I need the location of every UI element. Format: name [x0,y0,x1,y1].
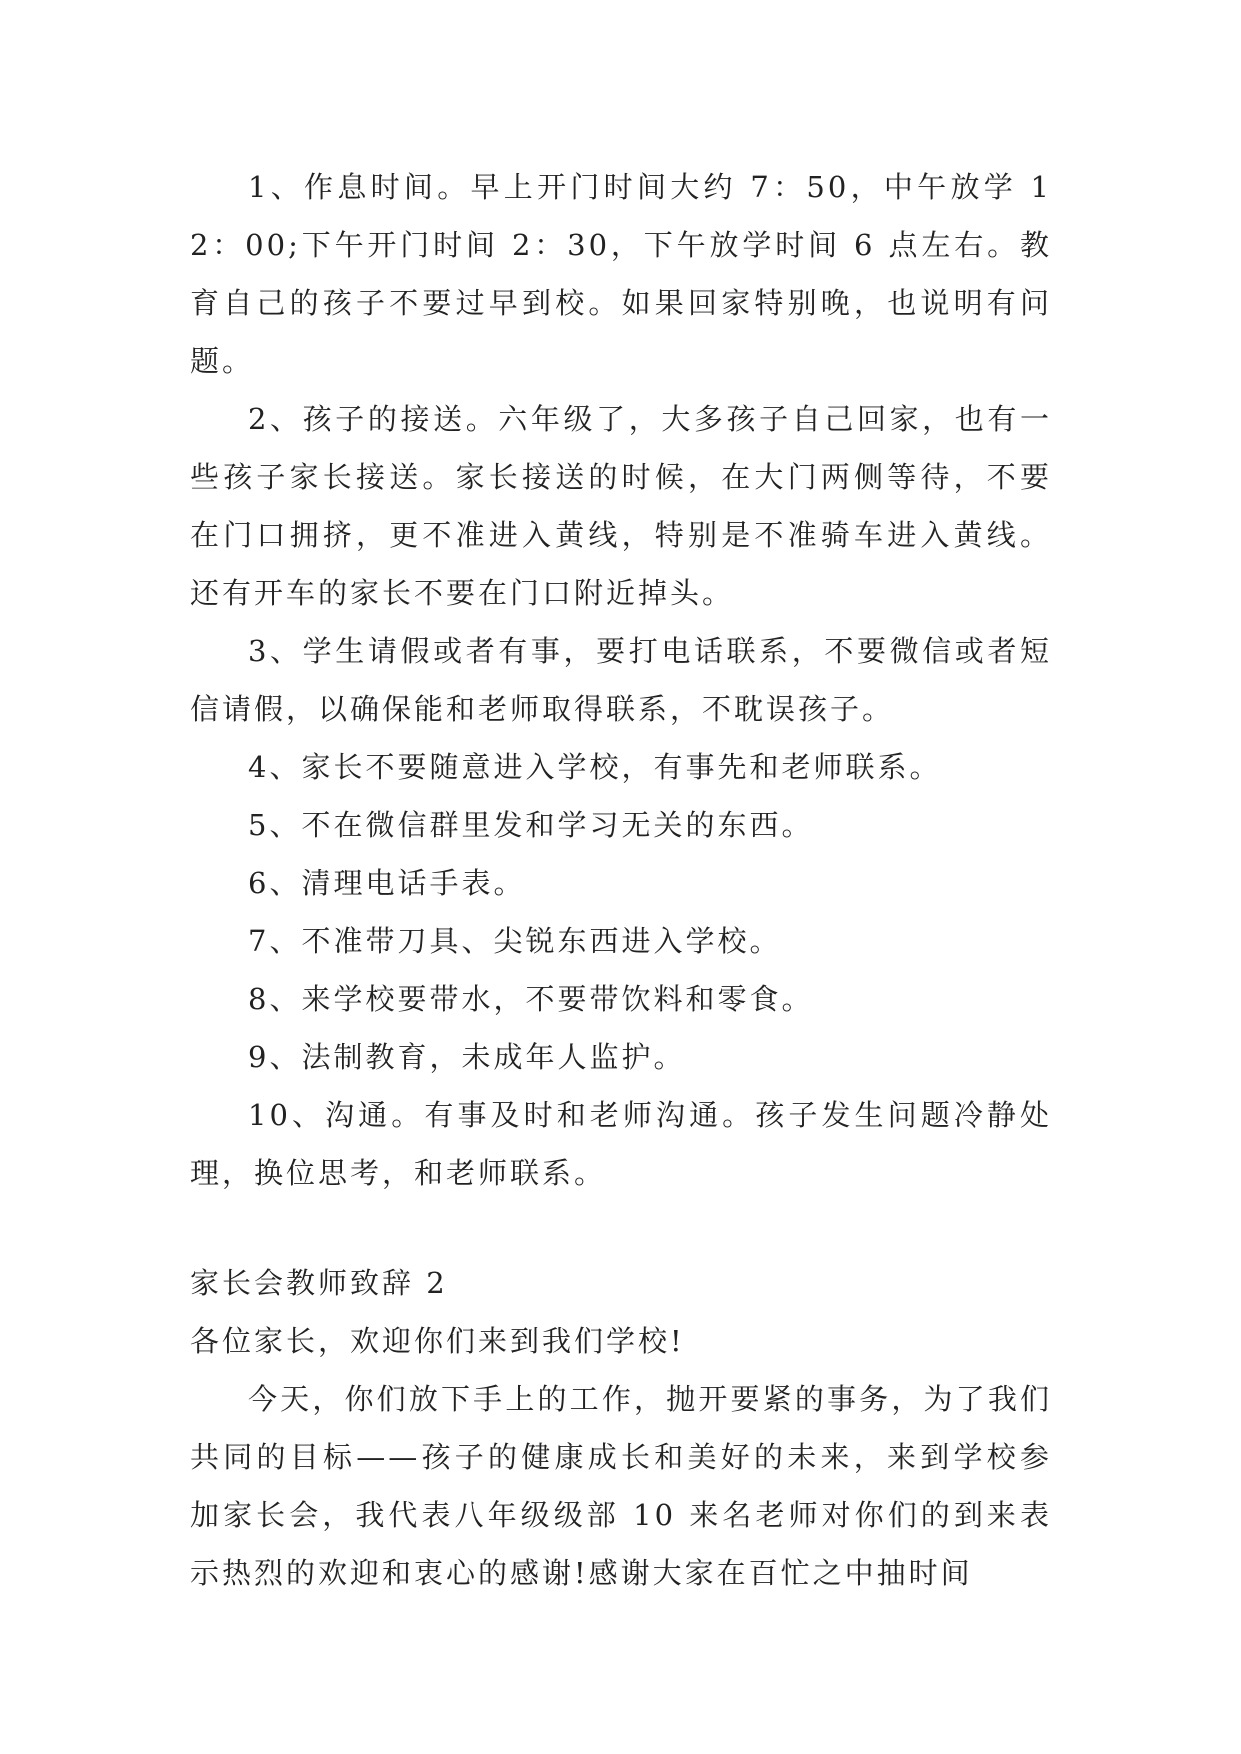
list-item-4: 4、家长不要随意进入学校，有事先和老师联系。 [248,750,942,784]
list-item-6: 6、清理电话手表。 [248,866,526,900]
list-item-9: 9、法制教育，未成年人监护。 [248,1040,686,1074]
list-item-1: 1、作息时间。早上开门时间大约 7：50，中午放学 12：00;下午开门时间 2：30，下午放学时间 6 点左右。教育自己的孩子不要过早到校。如果回家特别晚，也说明有问题。 [190,170,1052,378]
intro-paragraph: 今天，你们放下手上的工作，抛开要紧的事务，为了我们共同的目标——孩子的健康成长和美好的未来，来到学校参加家长会，我代表八年级级部 10 来名老师对你们的到来表示热烈的欢迎和衷心的感谢!感谢大家在百忙之中抽时间 [190,1382,1052,1590]
list-item-3: 3、学生请假或者有事，要打电话联系，不要微信或者短信请假，以确保能和老师取得联系，不耽误孩子。 [190,634,1052,726]
document-body [190,158,1052,1602]
greeting-line: 各位家长，欢迎你们来到我们学校! [190,1324,685,1358]
list-item-5: 5、不在微信群里发和学习无关的东西。 [248,808,814,842]
section-spacer [190,1202,1052,1254]
section-title: 家长会教师致辞 2 [190,1266,448,1300]
list-item-7: 7、不准带刀具、尖锐东西进入学校。 [248,924,782,958]
list-item-2: 2、孩子的接送。六年级了，大多孩子自己回家，也有一些孩子家长接送。家长接送的时候，在大门两侧等待，不要在门口拥挤，更不准进入黄线，特别是不准骑车进入黄线。还有开车的家长不要在门口附近掉头。 [190,402,1052,610]
list-item-10: 10、沟通。有事及时和老师沟通。孩子发生问题冷静处理，换位思考，和老师联系。 [190,1098,1052,1190]
list-item-8: 8、来学校要带水，不要带饮料和零食。 [248,982,814,1016]
